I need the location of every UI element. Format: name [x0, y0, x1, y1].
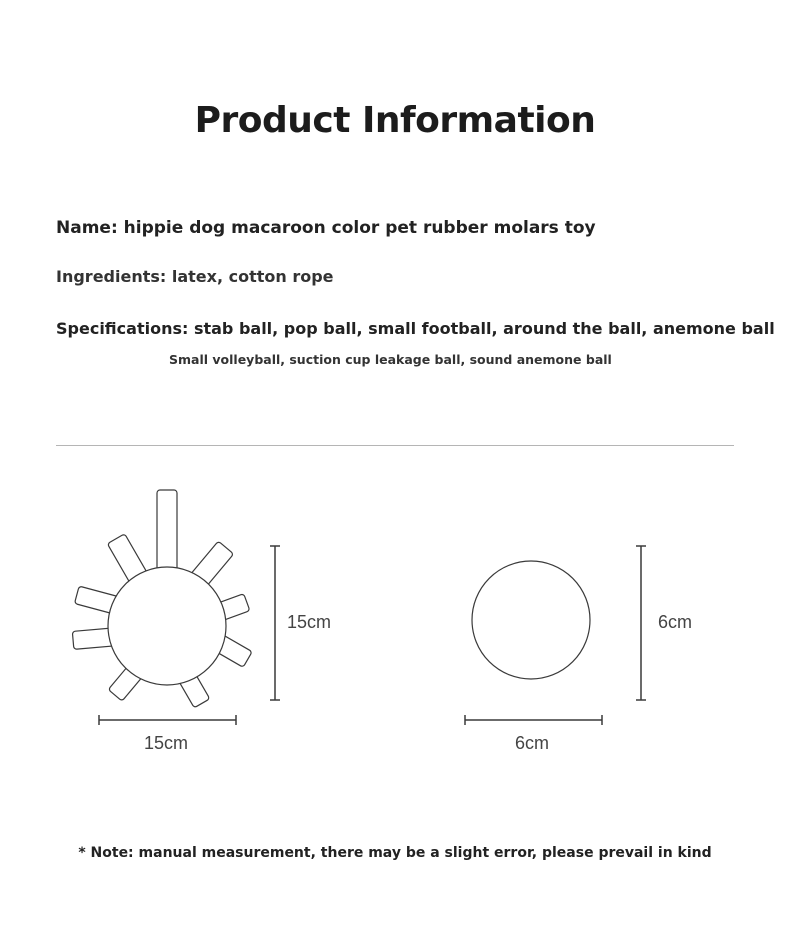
- measurement-note: * Note: manual measurement, there may be a slight error, please prevail in kind: [78, 845, 712, 861]
- product-specifications: Specifications: stab ball, pop ball, small football, around the ball, anemone ball: [56, 319, 775, 338]
- round-ball-height-dimension: [636, 546, 646, 700]
- round-ball-height-label: 6cm: [658, 612, 693, 632]
- anemone-width-dimension: [99, 715, 236, 725]
- anemone-width-label: 15cm: [144, 733, 189, 753]
- page-title: Product Information: [194, 100, 596, 141]
- round-ball-width-dimension: [465, 715, 602, 725]
- round-ball-body: [472, 561, 590, 679]
- product-name: Name: hippie dog macaroon color pet rubber molars toy: [56, 218, 596, 238]
- product-ingredients: Ingredients: latex, cotton rope: [56, 267, 334, 286]
- anemone-height-dimension: [270, 546, 280, 700]
- round-ball-width-label: 6cm: [515, 733, 550, 753]
- anemone-height-label: 15cm: [287, 612, 332, 632]
- anemone-ball-body: [108, 567, 226, 685]
- product-specifications-continued: Small volleyball, suction cup leakage ball, sound anemone ball: [169, 352, 612, 367]
